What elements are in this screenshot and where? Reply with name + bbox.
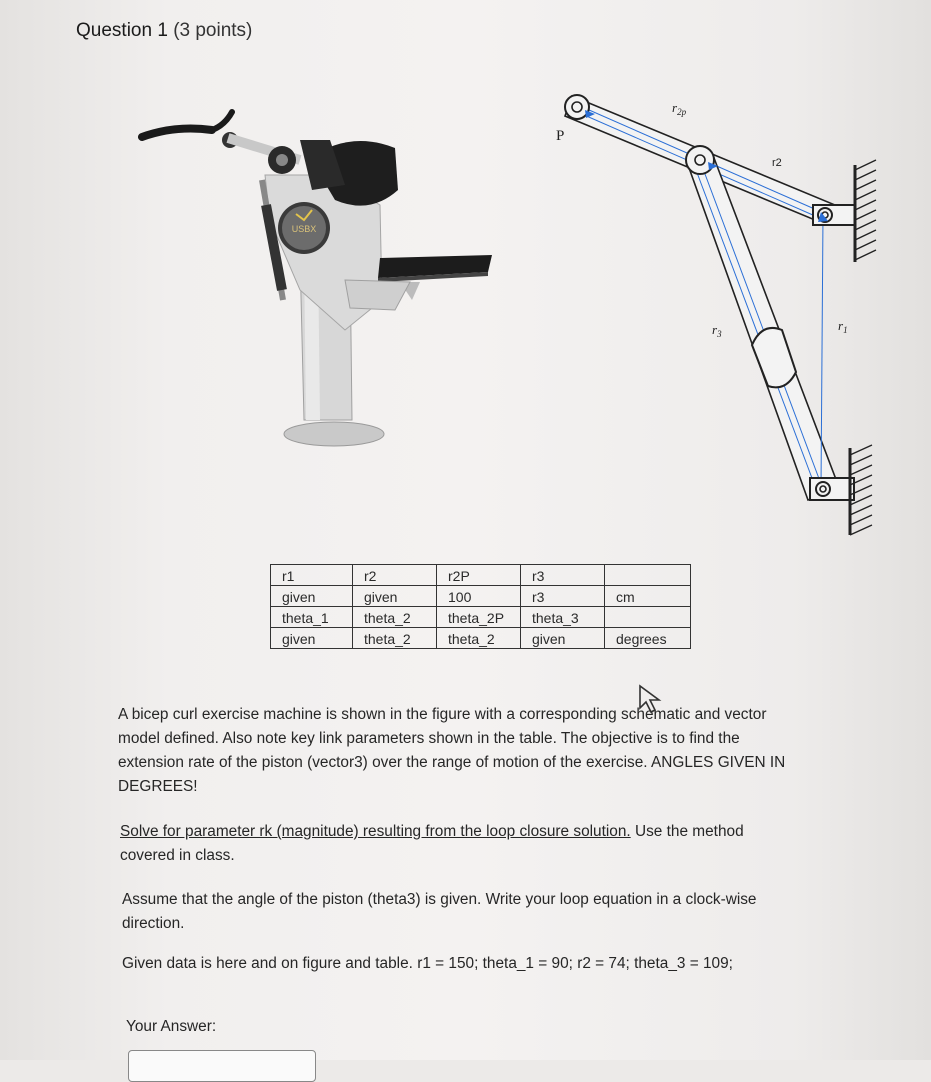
table-row — [271, 607, 691, 628]
label-P: P — [556, 128, 565, 144]
answer-input[interactable] — [128, 1050, 316, 1082]
table-cell: given — [271, 586, 353, 607]
table-cell: degrees — [605, 628, 691, 649]
label-r2p: $r_{2p}$ — [672, 100, 687, 117]
solve-instruction — [120, 820, 800, 868]
table-cell: given — [271, 628, 353, 649]
table-cell: r2P — [437, 565, 521, 586]
table-cell: theta_2 — [353, 628, 437, 649]
question-points: (3 points) — [173, 20, 253, 41]
table-cell: theta_1 — [271, 607, 353, 628]
table-cell: cm — [605, 586, 691, 607]
table-cell: theta_2 — [437, 628, 521, 649]
machine-illustration — [142, 112, 492, 446]
link-parameter-table — [270, 564, 691, 649]
label-r1: $r_1$ — [838, 318, 848, 335]
table-cell: theta_2P — [437, 607, 521, 628]
table-cell: r1 — [271, 565, 353, 586]
problem-description: A bicep curl exercise machine is shown in the figure with a corresponding schematic and vector model defined. Also note key link parameters shown in the table. The objective is to find the extension rate of the piston (vector3) over the range of motion of the exercise. ANGLES GIVEN IN DEGREES! — [118, 706, 786, 795]
question-number: Question 1 — [76, 20, 168, 41]
table-cell: 100 — [437, 586, 521, 607]
table-cell: given — [353, 586, 437, 607]
table-row — [271, 565, 691, 586]
table-cell: r3 — [521, 586, 605, 607]
label-r2: r2 — [772, 157, 782, 169]
table-cell: r3 — [521, 565, 605, 586]
table-cell — [605, 607, 691, 628]
solve-instruction-rest: Use the method covered in class. — [120, 823, 744, 864]
table-cell: r2 — [353, 565, 437, 586]
label-r3: $r_3$ — [712, 322, 722, 339]
given-data-text: Given data is here and on figure and table. r1 = 150; theta_1 = 90; r2 = 74; theta_3 = 109; — [122, 955, 733, 972]
solve-instruction-underlined: Solve for parameter rk (magnitude) resulting from the loop closure solution. — [120, 823, 631, 840]
table-cell: theta_3 — [521, 607, 605, 628]
table-row — [271, 586, 691, 607]
answer-label: Your Answer: — [126, 1018, 217, 1035]
machine-logo: USBX — [291, 224, 317, 234]
assumption-text: Assume that the angle of the piston (theta3) is given. Write your loop equation in a clock-wise direction. — [122, 891, 757, 932]
mouse-cursor-icon — [638, 684, 664, 714]
linkage-schematic — [565, 95, 876, 535]
table-row — [271, 628, 691, 649]
table-cell: theta_2 — [353, 607, 437, 628]
table-cell — [605, 565, 691, 586]
table-cell: given — [521, 628, 605, 649]
